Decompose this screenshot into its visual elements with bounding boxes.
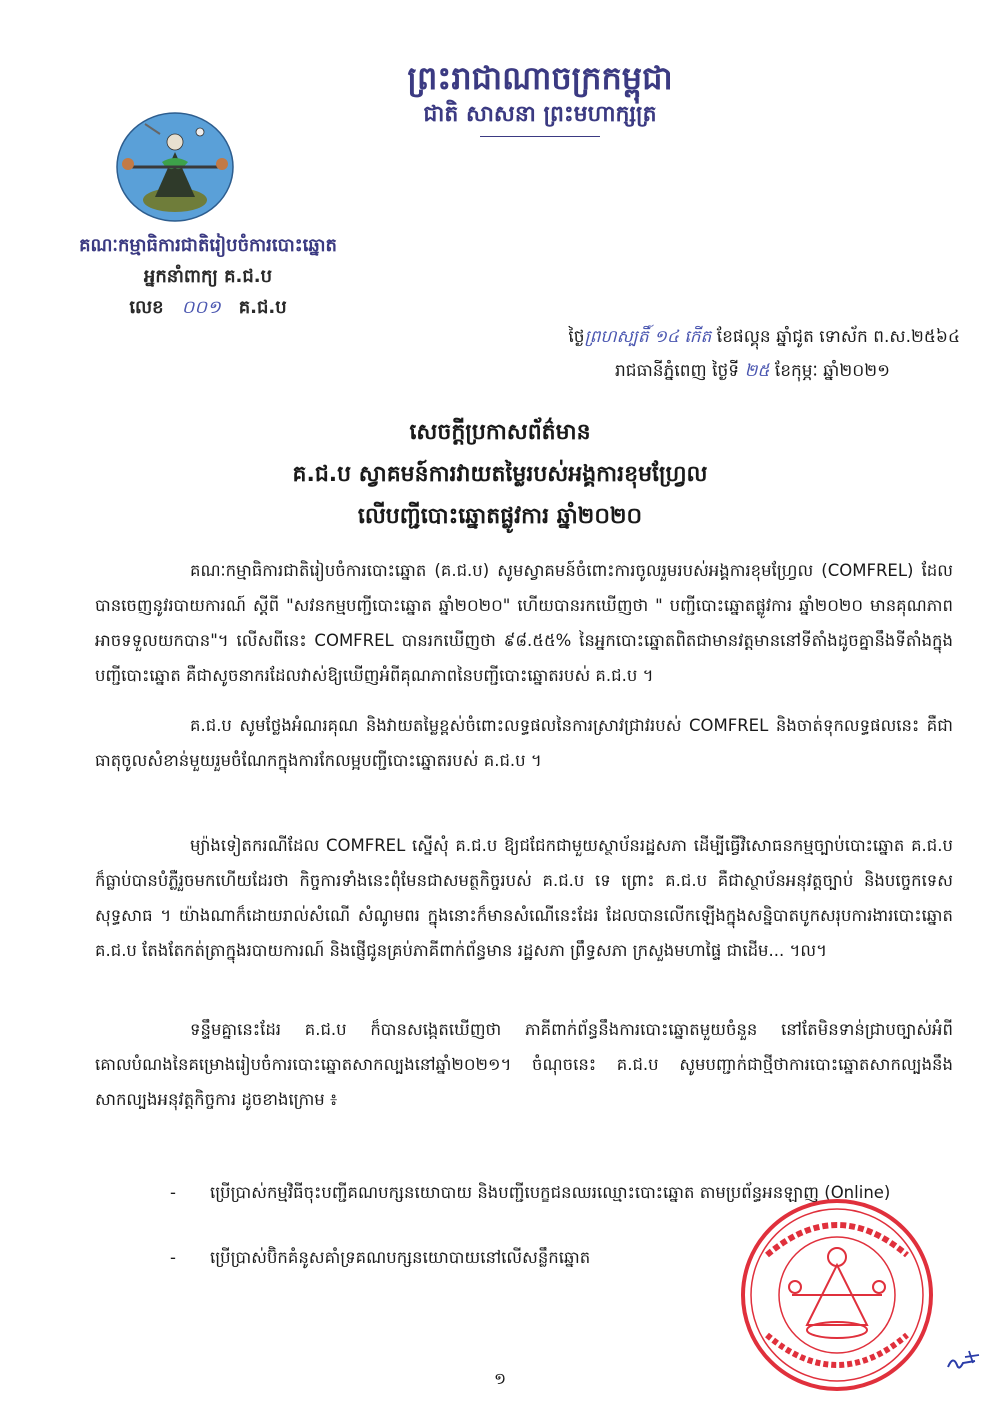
lunar-date-prefix: ថ្ងៃ	[568, 327, 585, 347]
red-stamp-icon	[737, 1195, 937, 1395]
document-subtitle-line1: គ.ជ.ប ស្វាគមន៍ការវាយតម្លៃរបស់អង្គការខុមហ្វ្រែល	[292, 462, 708, 487]
nec-logo	[100, 112, 250, 222]
signature-icon	[945, 1345, 985, 1375]
kingdom-heading: ព្រះរាជាណាចក្រកម្ពុជា	[407, 59, 673, 97]
ref-label: លេខ	[129, 297, 164, 318]
solar-date-rest: ខែកុម្ភៈ ឆ្នាំ២០២១	[774, 361, 890, 381]
reference-number	[48, 296, 368, 320]
motto-divider	[480, 136, 600, 137]
ref-number-handwritten: ០០១	[181, 297, 221, 318]
lunar-date-handwritten: ព្រហស្បតិ៍ ១៤ កើត	[584, 327, 712, 347]
lunar-date	[470, 324, 960, 350]
body-paragraph: ម្យ៉ាងទៀតករណីដែល COMFREL ស្នើសុំ គ.ជ.ប ឱ្យជជែកជាមួយស្ថាប័នរដ្ឋសភា ដើម្បីធ្វើវិសោធនកម្មច្បាប់បោះឆ្នោត គ.ជ.ប ក៏ធ្លាប់បានបំភ្លឺរួចមកហើយដែរថា កិច្ចការទាំងនេះពុំមែនជាសមត្ថកិច្ចរបស់ គ.ជ.ប ទេ ព្រោះ គ.ជ.ប គឺជាស្ថាប័នអនុវត្តច្បាប់ និងបច្ចេកទេសសុទ្ធសាធ ។ យ៉ាងណាក៏ដោយរាល់សំណើ សំណូមពរ ក្នុងនោះក៏មានសំណើនេះដែរ ដែលបានលើកឡើងក្នុងសន្និបាតបូកសរុបការងារបោះឆ្នោត គ.ជ.ប តែងតែកត់ត្រាក្នុងរបាយការណ៍ និងផ្ញើជូនគ្រប់ភាគីពាក់ព័ន្ធមាន រដ្ឋសភា ព្រឹទ្ធសភា ក្រសួងមហាផ្ទៃ ជាដើម... ។ល។	[95, 836, 953, 960]
body-paragraph: គណៈកម្មាធិការជាតិរៀបចំការបោះឆ្នោត (គ.ជ.ប) សូមស្វាគមន៍ចំពោះការចូលរួមរបស់អង្គការខុមហ្វ្រែល (COMFREL) ដែលបានចេញនូវរបាយការណ៍ ស្តីពី "សវនកម្មបញ្ជីបោះឆ្នោត ឆ្នាំ២០២០" ហើយបានរកឃើញថា " បញ្ជីបោះឆ្នោតផ្លូវការ ឆ្នាំ២០២០ មានគុណភាពអាចទទួលយកបាន"។ លើសពីនេះ COMFREL បានរកឃើញថា ៩៨.៥៥% នៃអ្នកបោះឆ្នោតពិតជាមានវត្តមាននៅទីតាំងដូចគ្នានឹងទីតាំងក្នុងបញ្ជីបោះឆ្នោត គឺជាសូចនាករដែលវាស់ឱ្យឃើញអំពីគុណភាពនៃបញ្ជីបោះឆ្នោតរបស់ គ.ជ.ប ។	[95, 561, 953, 685]
solar-day-handwritten: ២៥	[744, 361, 770, 381]
bullet-text: ប្រើប្រាស់ប៊ិកគំនូសគាំទ្រគណបក្សនយោបាយនៅលើសន្លឹកឆ្នោត	[210, 1248, 591, 1267]
solar-date-prefix: រាជធានីភ្នំពេញ ថ្ងៃទី	[614, 361, 740, 381]
document-subtitle-line2: លើបញ្ជីបោះឆ្នោតផ្លូវការ ឆ្នាំ២០២០	[357, 504, 643, 529]
nec-emblem-icon	[100, 112, 250, 222]
bullet-dash: -	[170, 1183, 176, 1202]
national-motto: ជាតិ សាសនា ព្រះមហាក្សត្រ	[423, 102, 657, 127]
bullet-dash: -	[170, 1248, 176, 1267]
signature-initials	[945, 1345, 985, 1375]
ref-suffix: គ.ជ.ប	[238, 297, 287, 318]
body-paragraph: ទន្ទឹមគ្នានេះដែរ គ.ជ.ប ក៏បានសង្កេតឃើញថា ភាគីពាក់ព័ន្ធនឹងការបោះឆ្នោតមួយចំនួន នៅតែមិនទាន់ជ្រាបច្បាស់អំពីគោលបំណងនៃគម្រោងរៀបចំការបោះឆ្នោតសាកល្បងនៅឆ្នាំ២០២១។ ចំណុចនេះ គ.ជ.ប សូមបញ្ជាក់ជាថ្មីថាការបោះឆ្នោតសាកល្បងនឹងសាកល្បងអនុវត្តកិច្ចការ ដូចខាងក្រោម ៖	[95, 1020, 953, 1109]
solar-date	[470, 358, 890, 384]
document-title: សេចក្តីប្រកាសព័ត៌មាន	[409, 420, 591, 445]
organization-name: គណៈកម្មាធិការជាតិរៀបចំការបោះឆ្នោត	[79, 235, 337, 256]
body-paragraph: គ.ជ.ប សូមថ្លែងអំណរគុណ និងវាយតម្លៃខ្ពស់ចំពោះលទ្ធផលនៃការស្រាវជ្រាវរបស់ COMFREL និងចាត់ទុកលទ្ធផលនេះ គឺជាធាតុចូលសំខាន់មួយរួមចំណែកក្នុងការកែលម្អបញ្ជីបោះឆ្នោតរបស់ គ.ជ.ប ។	[95, 716, 953, 770]
spokesperson-label: អ្នកនាំពាក្យ គ.ជ.ប	[143, 266, 273, 287]
bullet-text: ប្រើប្រាស់កម្មវិធីចុះបញ្ជីគណបក្សនយោបាយ និងបញ្ជីបេក្ខជនឈរឈ្មោះបោះឆ្នោត តាមប្រព័ន្ធអនឡាញ (Online)	[210, 1183, 891, 1202]
page-number: ១	[493, 1369, 507, 1388]
lunar-date-rest: ខែផល្គុន ឆ្នាំជូត ទោស័ក ព.ស.២៥៦៤	[716, 327, 960, 347]
official-seal	[737, 1195, 937, 1395]
